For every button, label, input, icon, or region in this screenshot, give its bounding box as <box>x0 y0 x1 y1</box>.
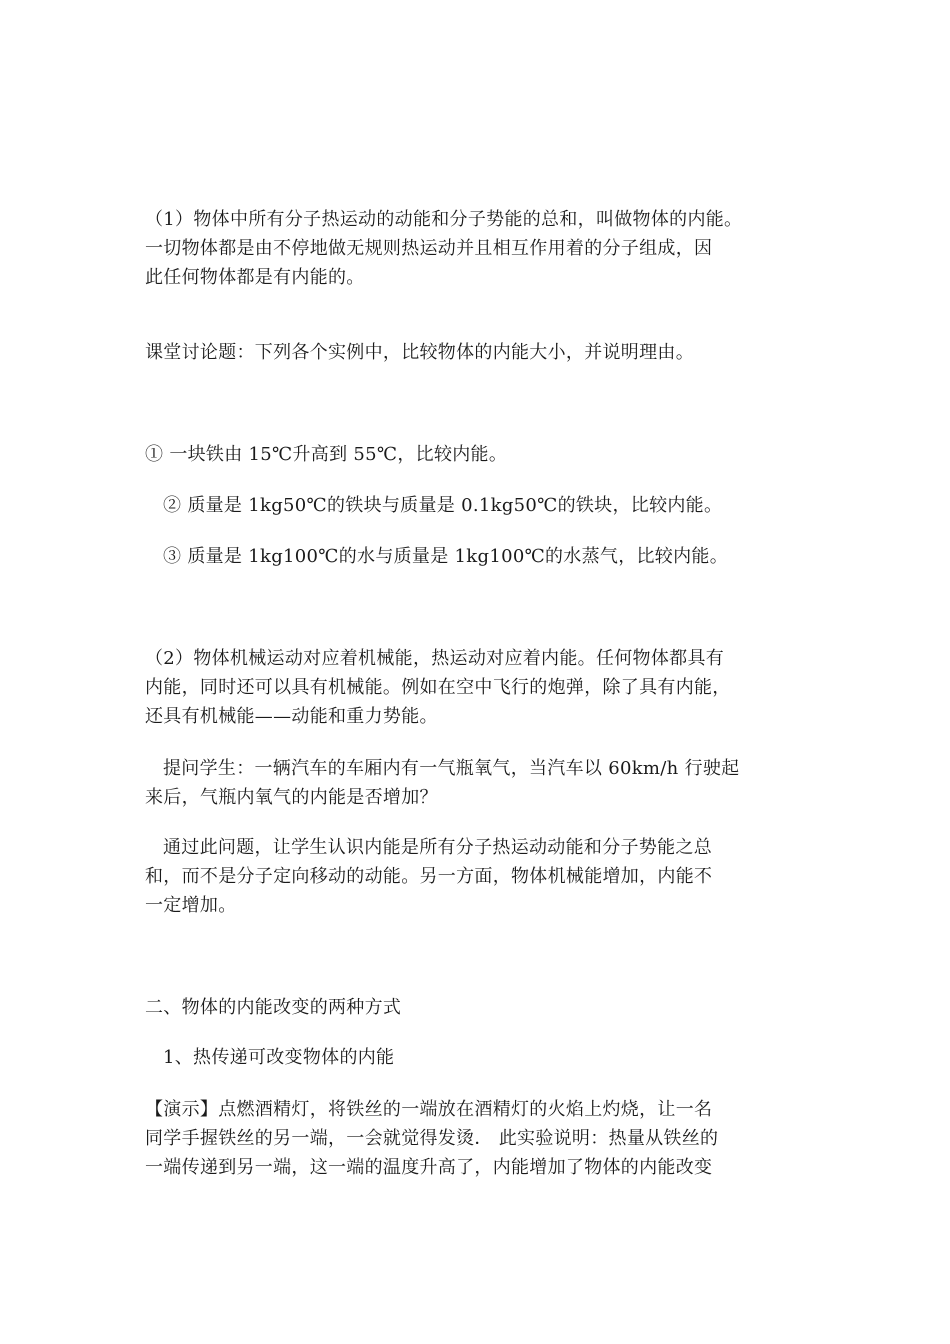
text-line: 和，而不是分子定向移动的动能。另一方面，物体机械能增加，内能不 <box>145 866 713 887</box>
text-line: ① 一块铁由 15℃升高到 55℃，比较内能。 <box>145 444 508 465</box>
paragraph-student-question <box>145 754 805 812</box>
text-line: 一定增加。 <box>145 895 237 916</box>
paragraph-demonstration <box>145 1095 805 1182</box>
paragraph-internal-energy-definition <box>145 205 805 292</box>
text-line: 【演示】点燃酒精灯，将铁丝的一端放在酒精灯的火焰上灼烧，让一名 <box>145 1099 713 1120</box>
paragraph-explanation <box>145 833 805 920</box>
text-line: 提问学生：一辆汽车的车厢内有一气瓶氧气，当汽车以 60km/h 行驶起 <box>163 758 740 779</box>
text-line: 还具有机械能——动能和重力势能。 <box>145 706 438 727</box>
example-item-3 <box>163 542 823 571</box>
text-line: （1）物体中所有分子热运动的动能和分子势能的总和，叫做物体的内能。 <box>145 209 743 230</box>
text-line: 内能，同时还可以具有机械能。例如在空中飞行的炮弹，除了具有内能， <box>145 677 731 698</box>
paragraph-mechanical-vs-internal <box>145 644 805 731</box>
text-line: （2）物体机械运动对应着机械能，热运动对应着内能。任何物体都具有 <box>145 648 725 669</box>
text-line: 通过此问题，让学生认识内能是所有分子热运动动能和分子势能之总 <box>163 837 712 858</box>
text-line: 同学手握铁丝的另一端，一会就觉得发烫． 此实验说明：热量从铁丝的 <box>145 1128 719 1149</box>
text-line: 来后，气瓶内氧气的内能是否增加？ <box>145 787 438 808</box>
section-heading <box>145 993 805 1022</box>
text-line: 一端传递到另一端，这一端的温度升高了，内能增加了物体的内能改变 <box>145 1157 713 1178</box>
text-line: 1、热传递可改变物体的内能 <box>163 1047 395 1068</box>
text-line: 二、物体的内能改变的两种方式 <box>145 997 402 1018</box>
text-line: 课堂讨论题：下列各个实例中，比较物体的内能大小，并说明理由。 <box>145 342 694 363</box>
example-item-1 <box>145 440 805 469</box>
subheading-heat-transfer <box>163 1043 823 1072</box>
text-line: ③ 质量是 1kg100℃的水与质量是 1kg100℃的水蒸气，比较内能。 <box>163 546 729 567</box>
text-line: ② 质量是 1kg50℃的铁块与质量是 0.1kg50℃的铁块，比较内能。 <box>163 495 723 516</box>
text-line: 一切物体都是由不停地做无规则热运动并且相互作用着的分子组成，因 <box>145 238 713 259</box>
text-line: 此任何物体都是有内能的。 <box>145 267 365 288</box>
example-item-2 <box>163 491 823 520</box>
discussion-prompt <box>145 338 805 367</box>
